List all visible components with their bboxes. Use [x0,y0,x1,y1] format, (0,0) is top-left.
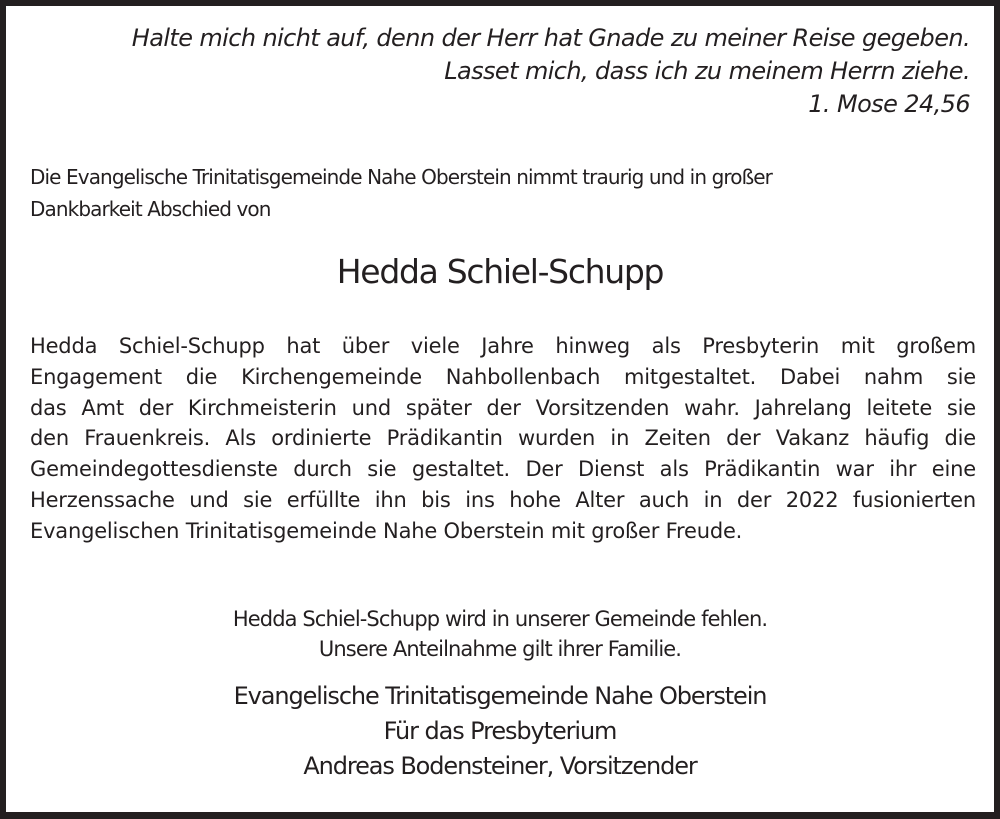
quote-line-1: Halte mich nicht auf, denn der Herr hat Gnade zu meiner Reise gegeben. [131,24,970,52]
tribute-line: Evangelischen Trinitatisgemeinde Nahe Oberstein mit großer Freude. [30,518,743,543]
tribute-line: Herzenssache und sie erfüllte ihn bis ins hohe Alter auch in der 2022 fusionierten [30,487,976,512]
signature-organization: Evangelische Trinitatisgemeinde Nahe Oberstein [233,682,767,710]
quote-reference: 1. Mose 24,56 [808,90,970,118]
tribute-line: das Amt der Kirchmeisterin und später der Vorsitzenden wahr. Jahrelang leitete sie [30,395,976,420]
deceased-name: Hedda Schiel-Schupp [336,252,664,291]
intro-line-1: Die Evangelische Trinitatisgemeinde Nahe Oberstein nimmt traurig und in großer [30,165,773,189]
tribute-paragraph [30,331,976,547]
tribute-line: Engagement die Kirchengemeinde Nahbollenbach mitgestaltet. Dabei nahm sie [30,364,976,389]
closing-line-2: Unsere Anteilnahme gilt ihrer Familie. [318,637,682,661]
closing-line-1: Hedda Schiel-Schupp wird in unserer Gemeinde fehlen. [232,607,768,631]
signature-signatory: Andreas Bodensteiner, Vorsitzender [303,752,697,780]
tribute-line: Hedda Schiel-Schupp hat über viele Jahre hinweg als Presbyterin mit großem [30,334,976,358]
quote-line-2: Lasset mich, dass ich zu meinem Herrn ziehe. [444,57,970,85]
tribute-line: Gemeindegottesdienste durch sie gestaltet. Der Dienst als Prädikantin war ihr eine [30,457,976,482]
intro-line-2: Dankbarkeit Abschied von [30,197,271,221]
signature-on-behalf: Für das Presbyterium [383,717,617,745]
tribute-line: den Frauenkreis. Als ordinierte Prädikantin wurden in Zeiten der Vakanz häufig die [30,426,976,451]
